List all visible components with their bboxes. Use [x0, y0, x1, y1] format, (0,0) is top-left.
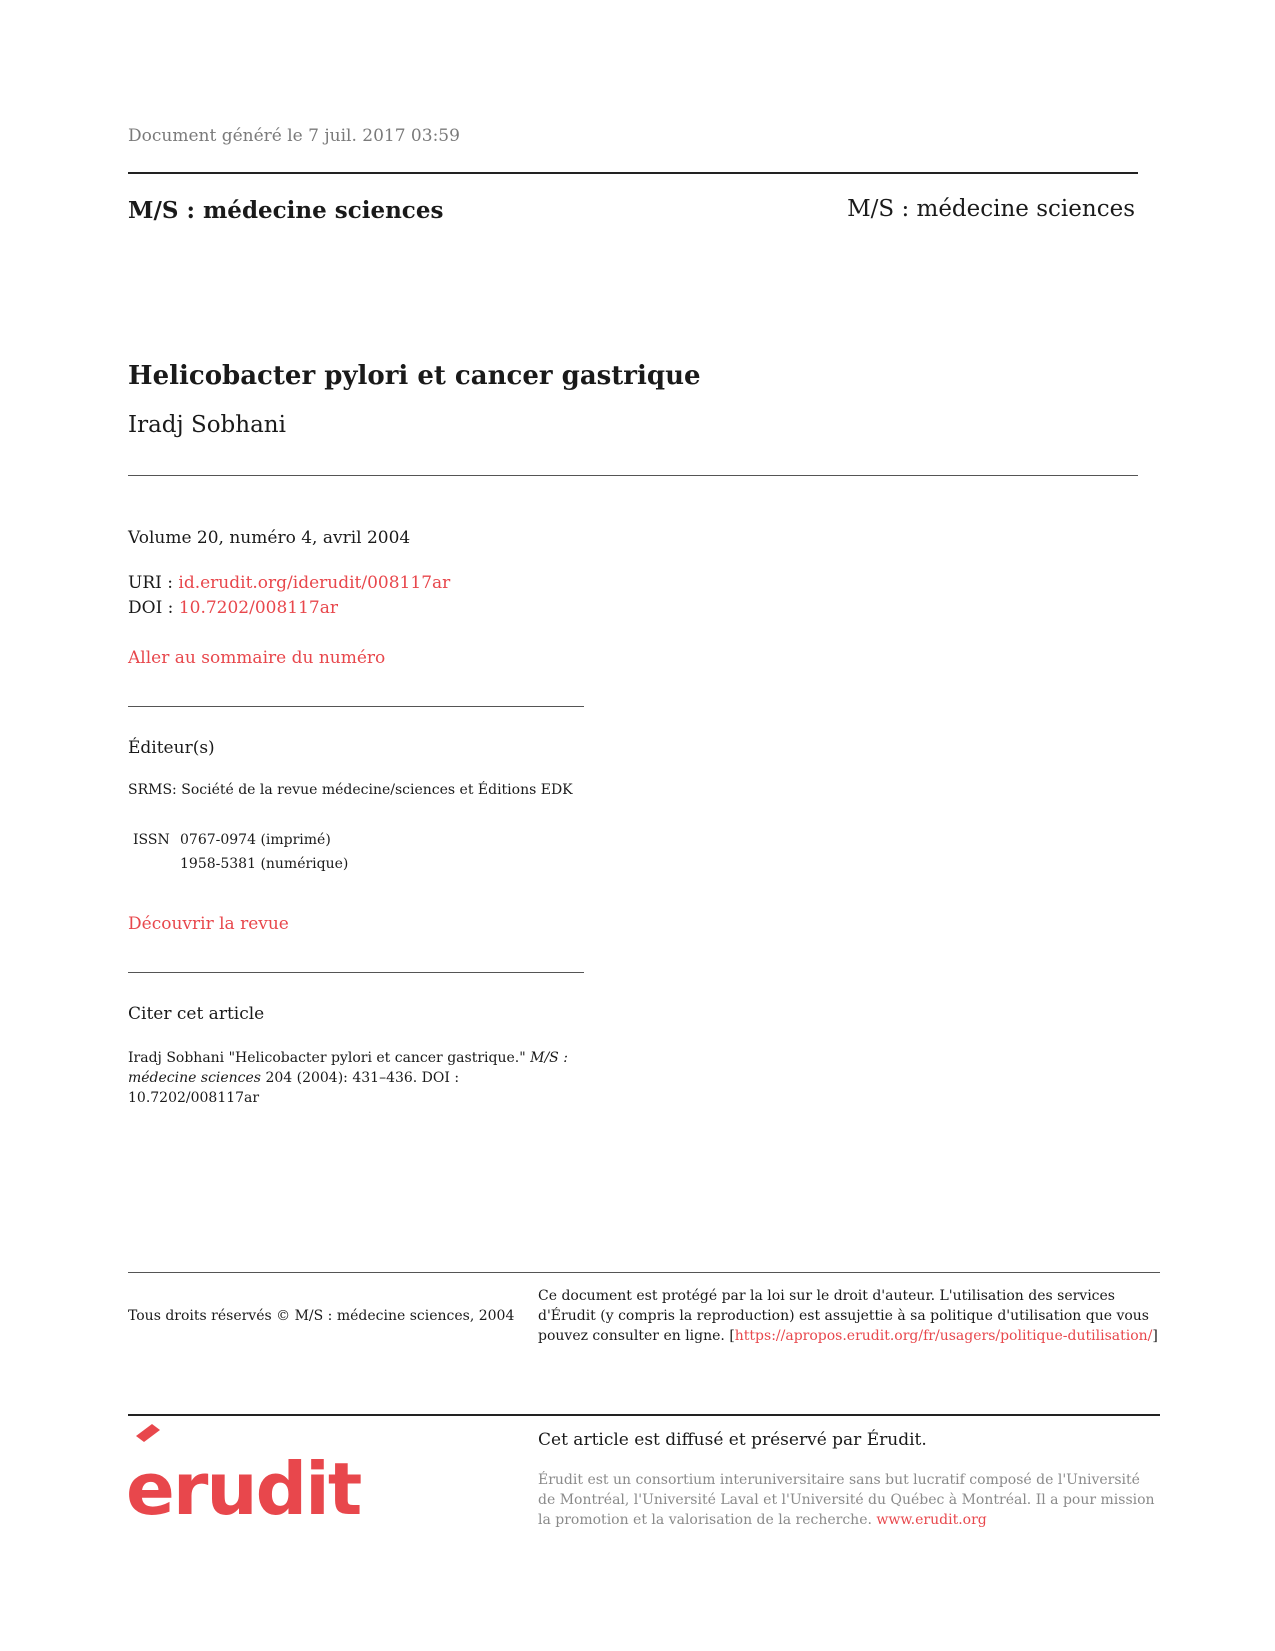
uri-label: URI : — [128, 573, 179, 593]
issue-contents-link[interactable]: Aller au sommaire du numéro — [128, 648, 386, 668]
uri-line — [128, 573, 450, 593]
issn-print: 0767-0974 (imprimé) — [180, 832, 331, 848]
copyright-policy — [538, 1286, 1158, 1346]
generated-date: Document généré le 7 juil. 2017 03:59 — [128, 126, 460, 146]
consortium-description — [538, 1470, 1158, 1530]
citation-part1: Iradj Sobhani "Helicobacter pylori et cancer gastrique." — [128, 1050, 531, 1066]
erudit-logo[interactable] — [126, 1422, 366, 1526]
consortium-text: Érudit est un consortium interuniversitaire sans but lucratif composé de l'Université de Montréal, l'Université Laval et l'Université du Québec à Montréal. Il a pour mission la promotion et la valorisation de la recherche. — [538, 1472, 1155, 1528]
issn-label: ISSN — [133, 832, 170, 848]
copyright-policy-text: Ce document est protégé par la loi sur le droit d'auteur. L'utilisation des services d'Érudit (y compris la reproduction) est assujettie à sa politique d'utilisation que vous pouvez consulter en ligne. [ — [538, 1288, 1149, 1344]
discover-journal-link[interactable]: Découvrir la revue — [128, 914, 289, 934]
issn-digital: 1958-5381 (numérique) — [180, 856, 349, 872]
journal-title-right: M/S : médecine sciences — [847, 196, 1135, 222]
issue-volume: Volume 20, numéro 4, avril 2004 — [128, 528, 411, 548]
citation-part2: 204 (2004): 431–436. DOI : 10.7202/008117ar — [128, 1070, 460, 1106]
rights-notice: Tous droits réservés © M/S : médecine sciences, 2004 — [128, 1308, 515, 1324]
doi-line — [128, 598, 338, 618]
distribution-notice: Cet article est diffusé et préservé par Érudit. — [538, 1430, 927, 1450]
usage-policy-link[interactable]: https://apropos.erudit.org/fr/usagers/politique-dutilisation/ — [734, 1328, 1153, 1344]
doi-link[interactable]: 10.7202/008117ar — [178, 598, 339, 618]
cite-heading: Citer cet article — [128, 1004, 265, 1024]
doi-label: DOI : — [128, 598, 179, 618]
issue-divider — [128, 706, 584, 707]
footer-divider — [128, 1272, 1160, 1273]
journal-title: M/S : médecine sciences — [128, 197, 444, 224]
copyright-policy-end: ] — [1152, 1328, 1158, 1344]
erudit-logo-mark — [126, 1422, 366, 1522]
editors-divider — [128, 972, 584, 973]
uri-link[interactable]: id.erudit.org/iderudit/008117ar — [178, 573, 451, 593]
logo-divider — [128, 1414, 1160, 1416]
logo-accent — [136, 1424, 160, 1442]
logo-wordmark: erudit — [126, 1447, 361, 1522]
header-divider — [128, 172, 1138, 174]
editors-heading: Éditeur(s) — [128, 738, 215, 758]
article-author: Iradj Sobhani — [128, 412, 286, 438]
citation-text — [128, 1048, 588, 1108]
publisher-name: SRMS: Société de la revue médecine/sciences et Éditions EDK — [128, 782, 573, 798]
citation-journal: M/S : médecine sciences — [128, 1050, 568, 1086]
erudit-website-link[interactable]: www.erudit.org — [876, 1512, 987, 1528]
title-divider — [128, 475, 1138, 476]
article-title: Helicobacter pylori et cancer gastrique — [128, 361, 701, 391]
